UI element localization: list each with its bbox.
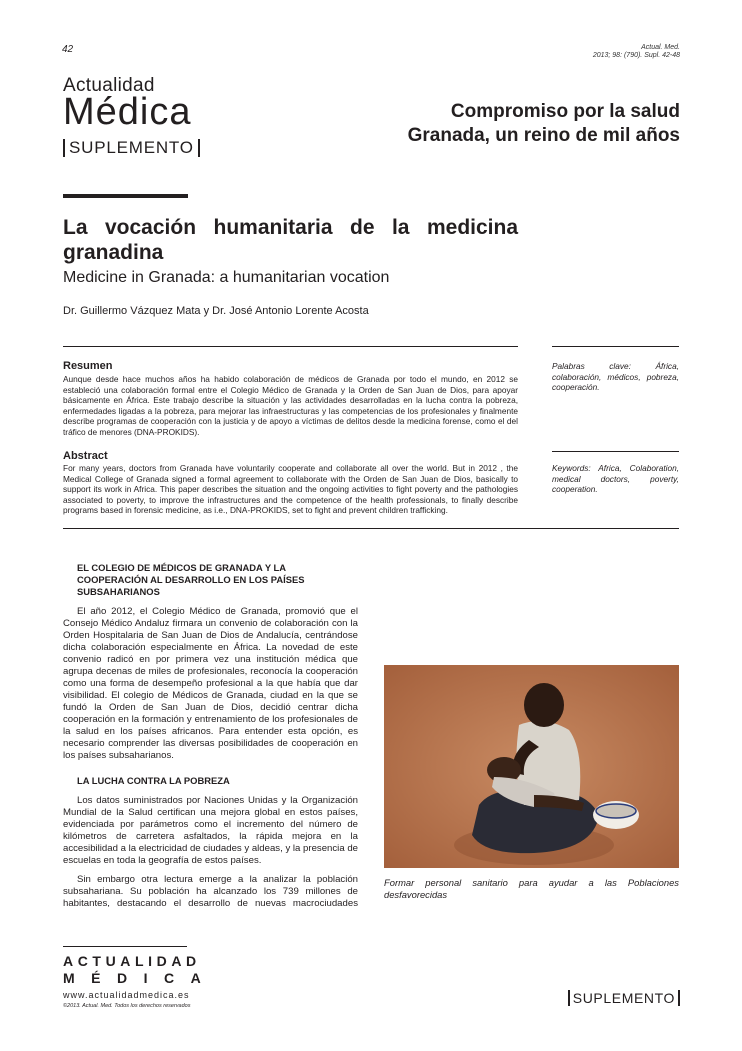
abstract-heading: Abstract xyxy=(63,450,108,462)
body-column-right xyxy=(384,562,679,654)
logo-actualidad: Actualidad xyxy=(63,75,155,96)
abstract-keywords: Keywords: Africa, Colaboration, medical doctors, poverty, cooperation. xyxy=(552,463,679,495)
section-title-line1: Compromiso por la salud xyxy=(450,101,680,122)
paragraph-intro: El año 2012, el Colegio Médico de Granada, promovió que el Consejo Médico Andaluz firmara un convenio de colaboración con la Orden Hospitalaria de San Juan de Dios de Andalucía, centrándose dicha colaboración especialmente en África. La novedad de este convenio radicó en por primera vez una institución médica que agrupa decenas de miles de profesionales, reconocía la cooperación como una forma de desempeño profesional a la que había que dar visibilidad. El colegio de Médicos de Granada, ciudad en la que se fundó la Orden de San Juan de Dios, decidió centrar dicha cooperación en la formación y entrenamiento de los profesionales de la salud en los países africanos. Para entender esta opción, es necesario comprender las diversas posibilidades de cooperación en los países subsaharianos. xyxy=(63,606,358,761)
footer-brand-line2: MÉDICA xyxy=(63,970,218,986)
section-title-line2: Granada, un reino de mil años xyxy=(407,125,680,146)
page-number: 42 xyxy=(62,44,74,55)
paragraph-subsaharan: Sin embargo otra lectura emerge a la analizar la población subsahariana. Su población ha alcanzado los 739 millones de habitantes, destacando el desarrollo de nuevas macrociudades xyxy=(63,874,358,907)
section-heading-poverty: LA LUCHA CONTRA LA POBREZA xyxy=(77,775,230,786)
footer-copyright: ©2013. Actual. Med. Todos los derechos reservados xyxy=(63,1003,191,1009)
body-column-left xyxy=(63,562,358,907)
figure-photo xyxy=(384,665,679,868)
resumen-text: Aunque desde hace muchos años ha habido colaboración de médicos de Granada por todo el mundo, en 2012 se estableció una colaboración formal entre el Colegio Médico de Granada y la Orden de San Juan de Dios, para apoyar básicamente en África. Este trabajo describe la situación y las actividades desarrolladas en la lucha contra la pobreza, enfermedades ligadas a la pobreza, para mejorar las infraestructuras y las competencias de los profesionales y finalmente describe programas de cooperación con la justicia y de apoyo a víctimas de delitos desde la medicina forense, como el del tráfico de menores (DNA-PROKIDS). xyxy=(63,374,518,437)
section-title xyxy=(408,100,680,148)
footer-suplemento: SUPLEMENTO xyxy=(568,990,680,1006)
journal-volume: 2013; 98: (790). Supl. 42-48 xyxy=(592,52,680,59)
footer-rule xyxy=(63,946,187,947)
keywords-top-rule xyxy=(552,346,679,347)
figure-caption: Formar personal sanitario para ayudar a las Poblaciones desfavorecidas xyxy=(384,877,679,900)
journal-citation xyxy=(593,44,680,60)
child-caregiver-illustration xyxy=(384,665,679,868)
journal-name: Actual. Med. xyxy=(641,44,680,51)
footer-brand-line1: ACTUALIDAD xyxy=(63,953,201,969)
logo-medica: Médica xyxy=(63,91,192,133)
footer-website-link[interactable]: www.actualidadmedica.es xyxy=(63,990,190,1000)
abstract-top-rule xyxy=(63,346,518,347)
abstract-text: For many years, doctors from Granada have voluntarily cooperate and collaborate all over the world. But in 2012 , the Medical College of Granada signed a formal agreement to collaborate with the Orden de San Juan de Dios, basically to support its work in Africa. This paper describes the situation and the ongoing activities to fight poverty and the pathologies associated to poverty, to improve the infrastructures and the competence of the health professionals, to finally describe programs based in forensic medicine, as i.e., DNA-PROKIDS, set to fight and prevent children trafficking. xyxy=(63,463,518,516)
resumen-heading: Resumen xyxy=(63,360,113,372)
paragraph-un-data: Los datos suministrados por Naciones Unidas y la Organización Mundial de la Salud certifican una mejora global en estos países, evidenciada por parámetros como el incremento del número de kilómetros de carretera asfaltados, la rápida mejora en la accesibilidad a la electricidad de ciudades y aldeas, y la presencia de escuelas en toda la geografía de estos países. xyxy=(63,795,358,866)
article-title: La vocación humanitaria de la medicina granadina xyxy=(63,216,518,264)
logo-suplemento: SUPLEMENTO xyxy=(63,139,200,157)
article-subtitle: Medicine in Granada: a humanitarian vocation xyxy=(63,269,390,286)
resumen-keywords: Palabras clave: África, colaboración, médicos, pobreza, cooperación. xyxy=(552,361,679,393)
title-divider xyxy=(63,194,188,198)
section-heading-cooperation: EL COLEGIO DE MÉDICOS DE GRANADA Y LA COOPERACIÓN AL DESARROLLO EN LOS PAÍSES SUBSAHARIANOS xyxy=(77,562,305,597)
abstract-bottom-rule xyxy=(63,528,679,529)
article-authors: Dr. Guillermo Vázquez Mata y Dr. José Antonio Lorente Acosta xyxy=(63,305,369,317)
keywords-mid-rule xyxy=(552,451,679,452)
